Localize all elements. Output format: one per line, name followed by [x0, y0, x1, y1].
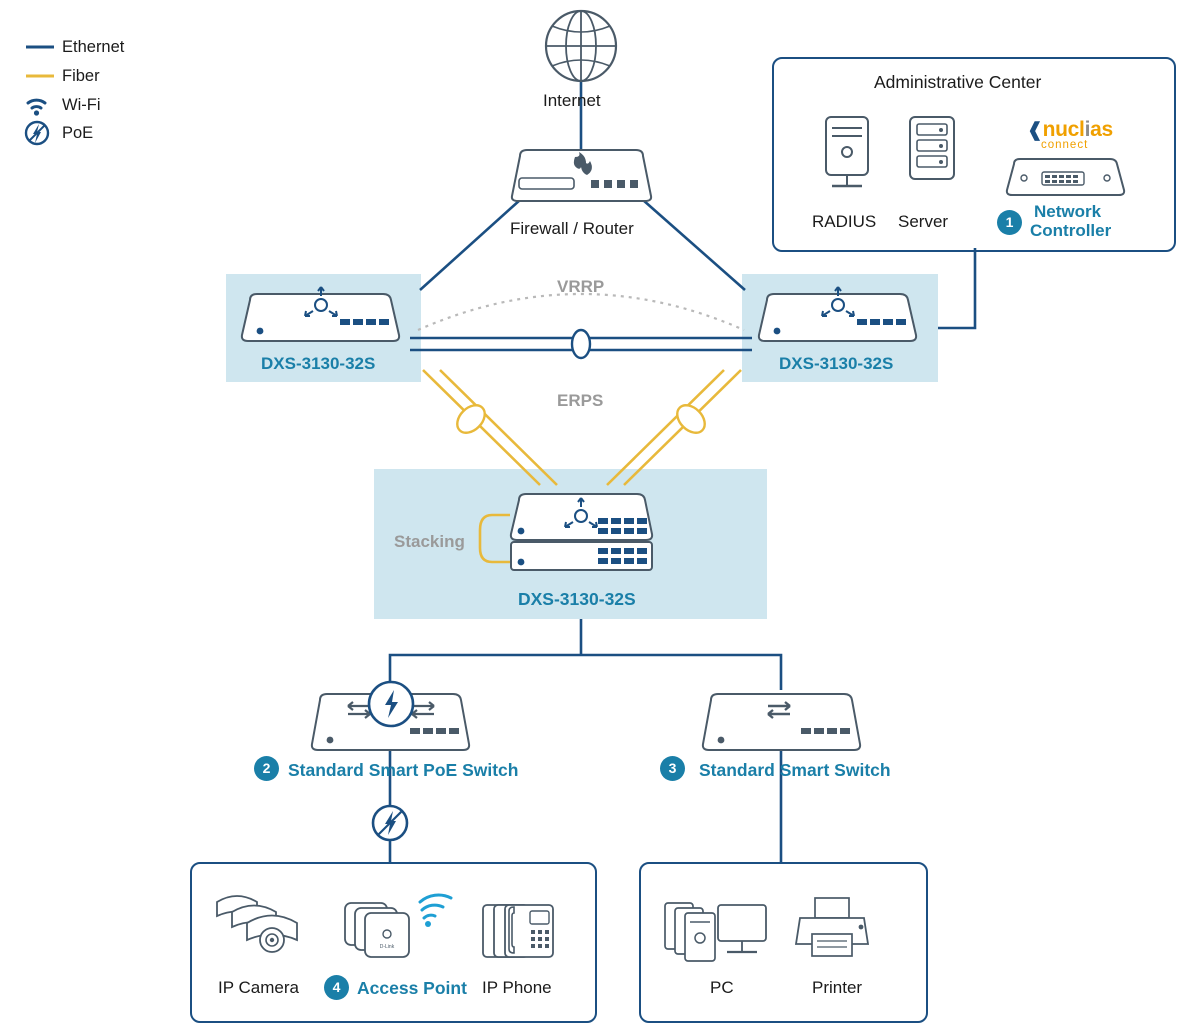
- nuclias-connect-logo: [1027, 118, 1113, 151]
- firewall-router-icon: [512, 150, 651, 201]
- core-switch-right-icon: [759, 287, 916, 341]
- ip-phone-label: IP Phone: [482, 978, 552, 997]
- vrrp-label: VRRP: [557, 277, 605, 296]
- badge-network-controller: 1: [997, 210, 1022, 235]
- radius-label: RADIUS: [812, 212, 877, 231]
- pc-label: PC: [710, 978, 734, 997]
- svg-text:D-Link: D-Link: [379, 944, 395, 950]
- poe-switch-label: Standard Smart PoE Switch: [288, 760, 519, 780]
- nuclias-chevron-icon: ❰: [1027, 120, 1043, 141]
- nuclias-name-suffix: as: [1090, 118, 1113, 141]
- legend-wifi-icon: [28, 100, 45, 115]
- legend-label-ethernet: Ethernet: [62, 38, 125, 56]
- legend-poe-icon: [26, 122, 48, 144]
- administrative-center-title: Administrative Center: [874, 72, 1042, 92]
- nuclias-name-i: i: [1084, 118, 1091, 141]
- stacking-label: Stacking: [394, 532, 465, 551]
- legend-label-fiber: Fiber: [62, 67, 100, 85]
- printer-label: Printer: [812, 978, 863, 997]
- internet-label: Internet: [543, 91, 601, 110]
- core-switch-left-label: DXS-3130-32S: [261, 354, 376, 373]
- core-switch-right-label: DXS-3130-32S: [779, 354, 894, 373]
- smart-switch-icon: [703, 694, 860, 750]
- badge-smart-switch: 3: [660, 756, 685, 781]
- aggregation-switch-icon: [511, 494, 652, 570]
- core-switch-left-icon: [242, 287, 399, 341]
- legend-label-poe: PoE: [62, 124, 94, 142]
- nuclias-name-prefix: nucl: [1042, 118, 1085, 141]
- smart-switch-label: Standard Smart Switch: [699, 760, 891, 780]
- aggregation-switch-label: DXS-3130-32S: [518, 589, 636, 609]
- network-controller-label-line2: Controller: [1030, 221, 1112, 240]
- ip-camera-label: IP Camera: [218, 978, 299, 997]
- legend-label-wifi: Wi-Fi: [62, 96, 101, 114]
- badge-access-point: 4: [324, 975, 349, 1000]
- server-label: Server: [898, 212, 949, 231]
- firewall-router-label: Firewall / Router: [510, 219, 634, 238]
- network-controller-label-line1: Network: [1034, 202, 1102, 221]
- internet-globe-icon: [546, 11, 616, 81]
- poe-link-icon: [373, 806, 407, 840]
- erps-label: ERPS: [557, 391, 604, 410]
- nuclias-sub-label: connect: [1041, 139, 1089, 151]
- poe-switch-icon: [312, 682, 469, 750]
- edge-group-right-box: [639, 862, 928, 1023]
- badge-poe-switch: 2: [254, 756, 279, 781]
- access-point-label: Access Point: [357, 978, 467, 998]
